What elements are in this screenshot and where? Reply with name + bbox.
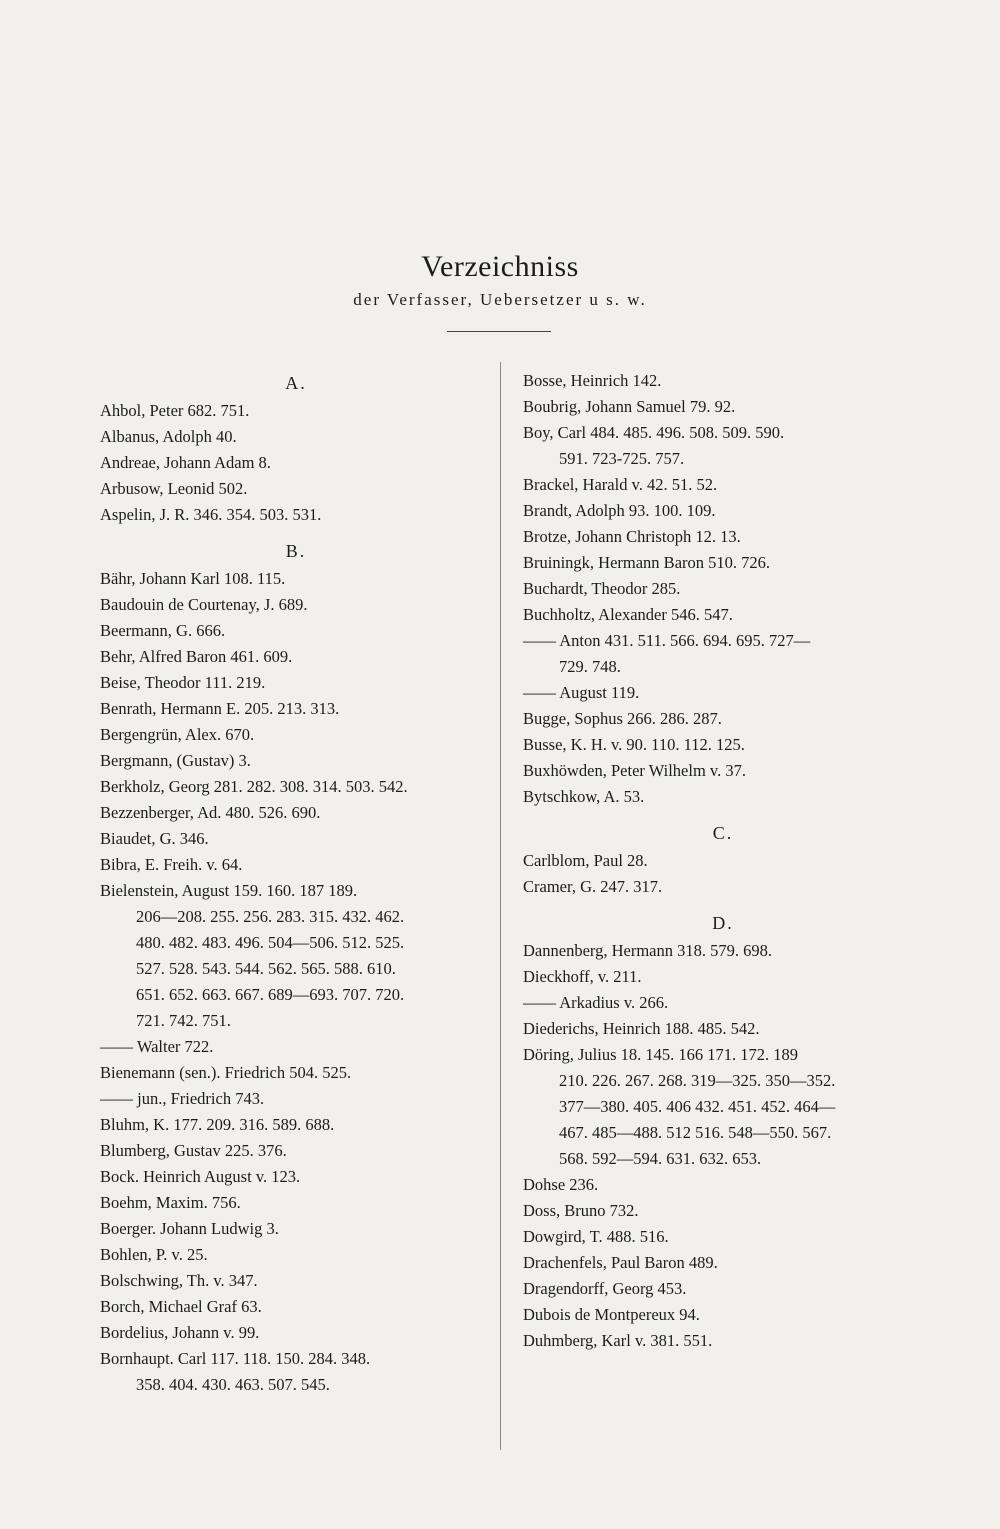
- index-entry: Bordelius, Johann v. 99.: [100, 1323, 260, 1342]
- index-entry: Bolschwing, Th. v. 347.: [100, 1271, 258, 1290]
- index-entry: Doss, Bruno 732.: [523, 1201, 639, 1220]
- index-entry: Bielenstein, August 159. 160. 187 189.: [100, 881, 358, 900]
- index-entry-continuation: 358. 404. 430. 463. 507. 545.: [136, 1375, 330, 1394]
- index-entry: Döring, Julius 18. 145. 166 171. 172. 189: [523, 1045, 799, 1064]
- index-entry: Bock. Heinrich August v. 123.: [100, 1167, 301, 1186]
- index-entry: Biaudet, G. 346.: [100, 829, 209, 848]
- index-entry: Albanus, Adolph 40.: [100, 427, 237, 446]
- index-entry: Borch, Michael Graf 63.: [100, 1297, 262, 1316]
- index-entry: Bugge, Sophus 266. 286. 287.: [523, 709, 722, 728]
- index-entry: Behr, Alfred Baron 461. 609.: [100, 647, 293, 666]
- index-entry: Buchardt, Theodor 285.: [523, 579, 681, 598]
- index-entry: Diederichs, Heinrich 188. 485. 542.: [523, 1019, 760, 1038]
- page-title: Verzeichniss: [421, 250, 579, 283]
- index-entry-continuation: 591. 723-725. 757.: [559, 449, 685, 468]
- index-entry-continuation: 721. 742. 751.: [136, 1011, 231, 1030]
- index-entry-continuation: 568. 592—594. 631. 632. 653.: [559, 1149, 762, 1168]
- index-entry: Dragendorff, Georg 453.: [523, 1279, 687, 1298]
- index-entry: Bezzenberger, Ad. 480. 526. 690.: [100, 803, 321, 822]
- index-entry: Bienemann (sen.). Friedrich 504. 525.: [100, 1063, 352, 1082]
- index-entry: Boerger. Johann Ludwig 3.: [100, 1219, 279, 1238]
- index-entry: Beise, Theodor 111. 219.: [100, 673, 266, 692]
- index-entry: —— Walter 722.: [100, 1037, 214, 1056]
- index-entry: Brandt, Adolph 93. 100. 109.: [523, 501, 716, 520]
- index-entry: Baudouin de Courtenay, J. 689.: [100, 595, 308, 614]
- section-letter: C.: [712, 823, 734, 843]
- index-entry: Bähr, Johann Karl 108. 115.: [100, 569, 286, 588]
- index-entry: —— jun., Friedrich 743.: [100, 1089, 265, 1108]
- index-entry: Bergmann, (Gustav) 3.: [100, 751, 251, 770]
- page-subtitle: der Verfasser, Uebersetzer u s. w.: [353, 290, 647, 309]
- index-entry: Arbusow, Leonid 502.: [100, 479, 248, 498]
- column-divider: [500, 362, 501, 1450]
- index-entry: Blumberg, Gustav 225. 376.: [100, 1141, 287, 1160]
- index-entry: —— Arkadius v. 266.: [523, 993, 669, 1012]
- index-entry-continuation: 480. 482. 483. 496. 504—506. 512. 525.: [136, 933, 405, 952]
- index-entry: Ahbol, Peter 682. 751.: [100, 401, 250, 420]
- index-entry: Busse, K. H. v. 90. 110. 112. 125.: [523, 735, 745, 754]
- index-entry-continuation: 210. 226. 267. 268. 319—325. 350—352.: [559, 1071, 836, 1090]
- title-rule: [447, 331, 551, 332]
- index-entry: Benrath, Hermann E. 205. 213. 313.: [100, 699, 340, 718]
- left-column: [100, 368, 492, 1398]
- index-entry-continuation: 467. 485—488. 512 516. 548—550. 567.: [559, 1123, 832, 1142]
- index-entry: Bergengrün, Alex. 670.: [100, 725, 255, 744]
- index-entry-continuation: 651. 652. 663. 667. 689—693. 707. 720.: [136, 985, 405, 1004]
- index-entry: Bytschkow, A. 53.: [523, 787, 645, 806]
- index-entry: Brackel, Harald v. 42. 51. 52.: [523, 475, 718, 494]
- section-letter: D.: [712, 913, 734, 933]
- index-entry: Duhmberg, Karl v. 381. 551.: [523, 1331, 713, 1350]
- index-entry: Bohlen, P. v. 25.: [100, 1245, 208, 1264]
- index-entry: Dieckhoff, v. 211.: [523, 967, 642, 986]
- index-entry: Bibra, E. Freih. v. 64.: [100, 855, 243, 874]
- index-entry: Boy, Carl 484. 485. 496. 508. 509. 590.: [523, 423, 785, 442]
- index-entry: Dannenberg, Hermann 318. 579. 698.: [523, 941, 772, 960]
- index-entry: Beermann, G. 666.: [100, 621, 226, 640]
- index-entry: Bluhm, K. 177. 209. 316. 589. 688.: [100, 1115, 335, 1134]
- index-entry: Dowgird, T. 488. 516.: [523, 1227, 669, 1246]
- index-entry: —— August 119.: [523, 683, 640, 702]
- index-entry: Bruiningk, Hermann Baron 510. 726.: [523, 553, 771, 572]
- index-entry: Buxhöwden, Peter Wilhelm v. 37.: [523, 761, 746, 780]
- index-entry: Cramer, G. 247. 317.: [523, 877, 663, 896]
- index-entry-continuation: 729. 748.: [559, 657, 621, 676]
- index-entry: —— Anton 431. 511. 566. 694. 695. 727—: [523, 631, 811, 650]
- index-entry-continuation: 527. 528. 543. 544. 562. 565. 588. 610.: [136, 959, 396, 978]
- right-column: [523, 368, 923, 1354]
- section-letter: A.: [285, 373, 307, 393]
- index-entry: Drachenfels, Paul Baron 489.: [523, 1253, 718, 1272]
- index-entry-continuation: 377—380. 405. 406 432. 451. 452. 464—: [559, 1097, 836, 1116]
- index-entry: Bornhaupt. Carl 117. 118. 150. 284. 348.: [100, 1349, 371, 1368]
- index-entry: Berkholz, Georg 281. 282. 308. 314. 503. 542.: [100, 777, 408, 796]
- index-entry: Boehm, Maxim. 756.: [100, 1193, 241, 1212]
- section-letter: B.: [285, 541, 307, 561]
- index-entry: Dohse 236.: [523, 1175, 599, 1194]
- index-entry: Aspelin, J. R. 346. 354. 503. 531.: [100, 505, 322, 524]
- index-entry: Buchholtz, Alexander 546. 547.: [523, 605, 733, 624]
- index-entry-continuation: 206—208. 255. 256. 283. 315. 432. 462.: [136, 907, 405, 926]
- index-entry: Andreae, Johann Adam 8.: [100, 453, 271, 472]
- index-entry: Carlblom, Paul 28.: [523, 851, 648, 870]
- index-entry: Bosse, Heinrich 142.: [523, 371, 662, 390]
- index-entry: Brotze, Johann Christoph 12. 13.: [523, 527, 741, 546]
- index-entry: Dubois de Montpereux 94.: [523, 1305, 700, 1324]
- index-entry: Boubrig, Johann Samuel 79. 92.: [523, 397, 736, 416]
